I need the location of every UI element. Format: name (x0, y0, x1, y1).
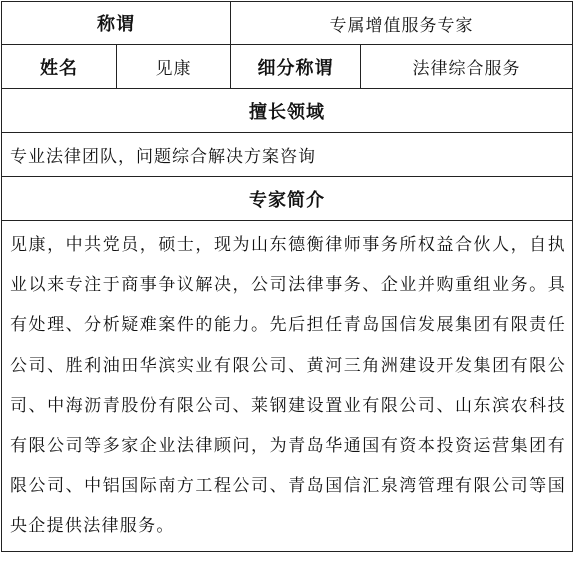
intro-heading: 专家简介 (2, 177, 573, 221)
name-value: 见康 (117, 45, 231, 89)
expertise-heading-row (2, 89, 573, 133)
title-row (2, 2, 573, 45)
title-value: 专属增值服务专家 (231, 2, 573, 45)
expertise-text-row (2, 133, 573, 177)
subtitle-value: 法律综合服务 (361, 45, 573, 89)
intro-text-row (2, 221, 573, 552)
subtitle-label: 细分称谓 (231, 45, 361, 89)
name-row (2, 45, 573, 89)
name-label: 姓名 (2, 45, 117, 89)
title-label: 称谓 (2, 2, 231, 45)
expertise-text: 专业法律团队，问题综合解决方案咨询 (2, 133, 573, 177)
expert-profile-table (1, 1, 573, 552)
intro-heading-row (2, 177, 573, 221)
expertise-heading: 擅长领域 (2, 89, 573, 133)
intro-text: 见康，中共党员，硕士，现为山东德衡律师事务所权益合伙人，自执业以来专注于商事争议解决，公司法律事务、企业并购重组业务。具有处理、分析疑难案件的能力。先后担任青岛国信发展集团有限责任公司、胜利油田华滨实业有限公司、黄河三角洲建设开发集团有限公司、中海沥青股份有限公司、莱钢建设置业有限公司、山东滨农科技有限公司等多家企业法律顾问，为青岛华通国有资本投资运营集团有限公司、中铝国际南方工程公司、青岛国信汇泉湾管理有限公司等国央企提供法律服务。 (2, 221, 573, 552)
